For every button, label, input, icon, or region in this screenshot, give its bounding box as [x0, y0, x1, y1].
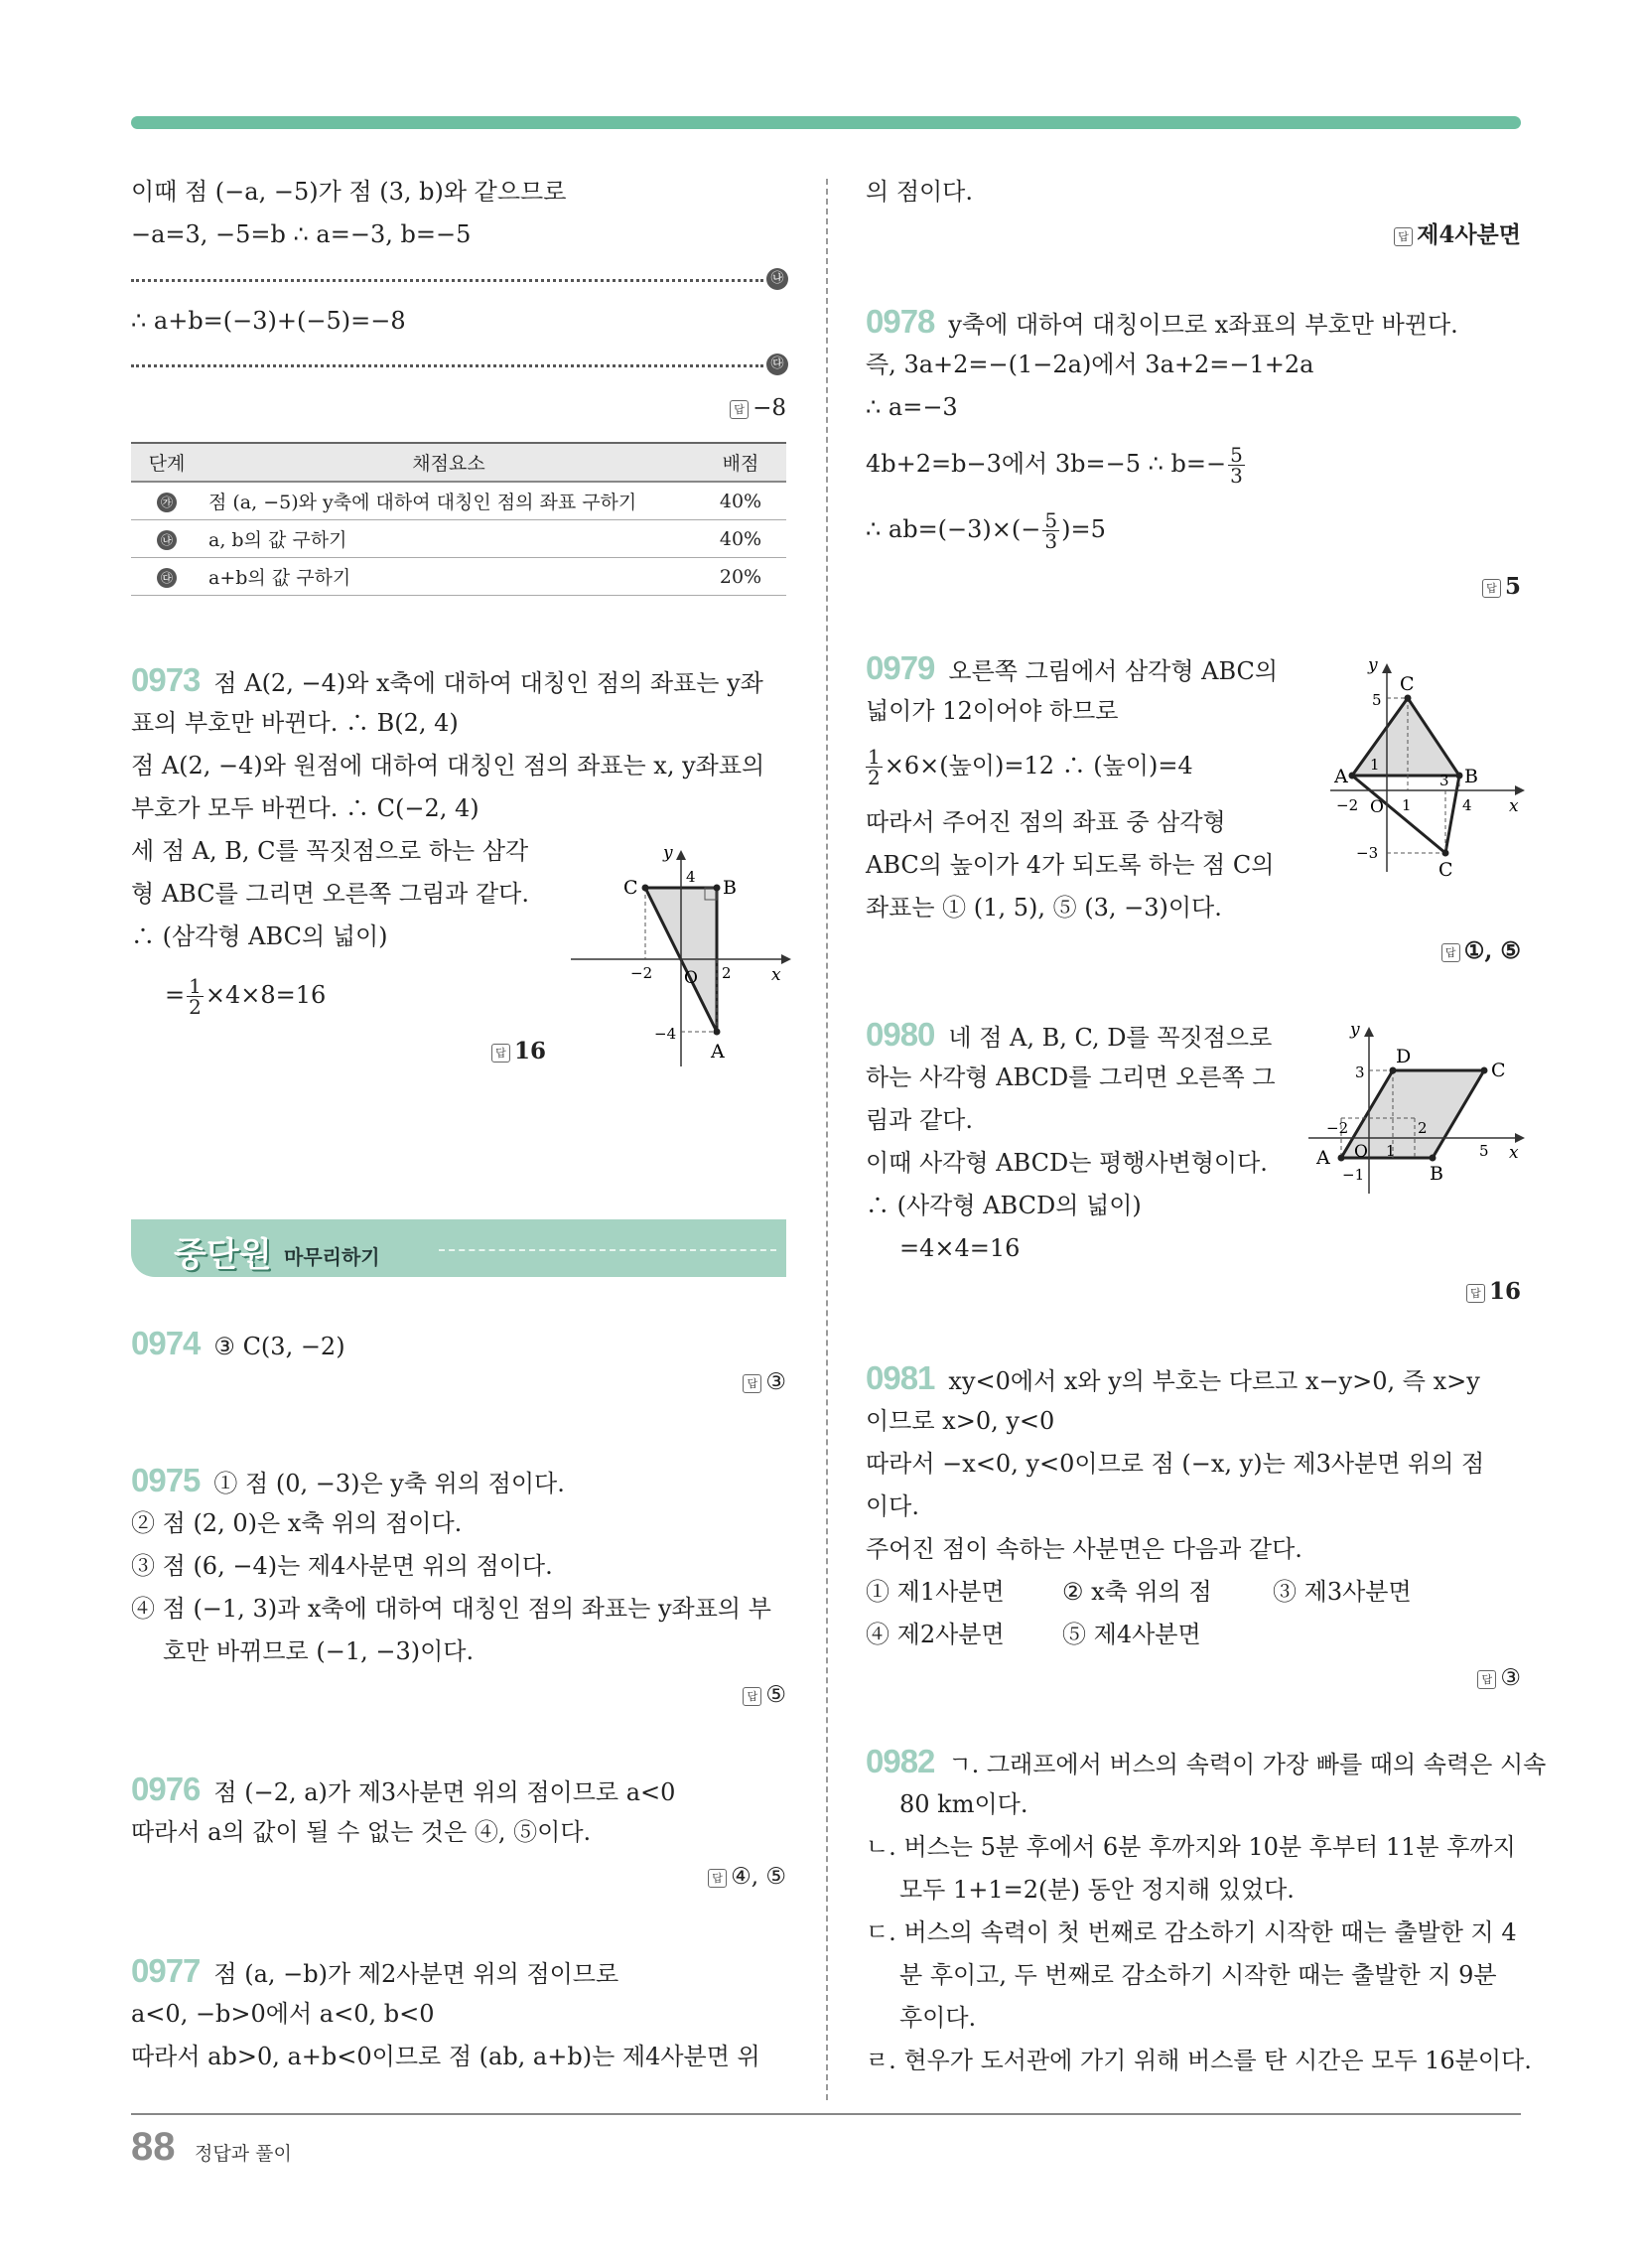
axis-label-y: y	[663, 844, 673, 863]
label-b: B	[1430, 1163, 1443, 1185]
problem-number: 0975	[131, 1462, 201, 1498]
section-dash	[439, 1249, 776, 1251]
axis-label-x: x	[771, 965, 781, 985]
label-d: D	[1396, 1046, 1412, 1067]
label-b: B	[1464, 766, 1478, 787]
problem-0977-line-3: 따라서 ab>0, a+b<0이므로 점 (ab, a+b)는 제4사분면 위	[131, 2043, 760, 2070]
answer-label: 답	[1477, 1670, 1496, 1689]
tick-2: 2	[1418, 1119, 1428, 1137]
table-header-row	[131, 443, 786, 482]
table-cell-item: a+b의 값 구하기	[203, 558, 695, 596]
problem-number: 0973	[131, 661, 201, 698]
answer-0978: 답 5	[1370, 572, 1521, 602]
point-d	[1390, 1067, 1397, 1074]
tick-3: 3	[1355, 1063, 1365, 1081]
problem-0982-line-8: ㄹ. 현우가 도서관에 가기 위해 버스를 탄 시간은 모두 16분이다.	[866, 2047, 1532, 2074]
problem-0979-line-6: 좌표는 ① (1, 5), ⑤ (3, −3)이다.	[866, 894, 1222, 921]
label-c2: C	[1438, 859, 1453, 879]
answer-label: 답	[730, 400, 749, 419]
tick-5: 5	[1479, 1142, 1489, 1160]
problem-0978-line-3: ∴ a=−3	[866, 393, 958, 421]
table-row	[131, 520, 786, 558]
label-c: C	[623, 877, 638, 899]
cont-line-3: ∴ a+b=(−3)+(−5)=−8	[131, 307, 406, 335]
label-c1: C	[1400, 673, 1415, 695]
label-a: A	[1334, 766, 1348, 787]
problem-0975-line-5: 호만 바뀌므로 (−1, −3)이다.	[163, 1637, 475, 1665]
problem-number: 0979	[866, 649, 935, 686]
table-cell-score: 20%	[695, 558, 786, 596]
problem-0977-line-1: 0977 점 (a, −b)가 제2사분면 위의 점이므로	[131, 1952, 619, 1989]
answer-0972: 답 −8	[596, 393, 786, 423]
answer-0975: 답 ⑤	[635, 1680, 786, 1710]
problem-0973-line-1: 0973 점 A(2, −4)와 x축에 대하여 대칭인 점의 좌표는 y좌	[131, 661, 763, 698]
tick-1-y: 1	[1370, 756, 1380, 774]
problem-0978-line-1: 0978 y축에 대하여 대칭이므로 x좌표의 부호만 바뀐다.	[866, 303, 1458, 340]
graph-0973	[571, 844, 799, 1067]
tick-neg1: −1	[1342, 1166, 1365, 1184]
answer-0977: 답 제4사분면	[1291, 220, 1521, 250]
graph-0979	[1300, 645, 1534, 879]
problem-0981-option-5: ⑤ 제4사분면	[1062, 1621, 1201, 1648]
step-mark-3: ㉰	[766, 354, 788, 375]
label-a: A	[1316, 1147, 1330, 1169]
step-mark-2: ㉯	[766, 268, 788, 290]
table-cell-score: 40%	[695, 482, 786, 520]
label-c: C	[1491, 1060, 1506, 1081]
problem-0980-line-6: =4×4=16	[899, 1234, 1021, 1262]
problem-0981-option-3: ③ 제3사분면	[1273, 1578, 1412, 1606]
tick-neg3: −3	[1356, 844, 1379, 862]
answer-label: 답	[743, 1687, 761, 1706]
problem-number: 0982	[866, 1743, 935, 1779]
problem-0980-line-3: 림과 같다.	[866, 1106, 973, 1134]
tick-neg2: −2	[630, 964, 653, 982]
answer-0979: 답 ①, ⑤	[1350, 936, 1521, 966]
step-badge: ㉮	[157, 493, 177, 512]
problem-number: 0978	[866, 303, 935, 340]
answer-label: 답	[491, 1044, 510, 1063]
origin-label: O	[684, 968, 698, 988]
axis-label-y: y	[1350, 1020, 1360, 1040]
problem-0980-line-4: 이때 사각형 ABCD는 평행사변형이다.	[866, 1149, 1268, 1177]
answer-0981: 답 ③	[1370, 1663, 1521, 1693]
problem-number: 0976	[131, 1771, 201, 1807]
problem-0979-line-1: 0979 오른쪽 그림에서 삼각형 ABC의	[866, 649, 1279, 686]
step-badge: ㉯	[157, 530, 177, 550]
problem-0977-line-2: a<0, −b>0에서 a<0, b<0	[131, 2000, 435, 2028]
answer-0980: 답 16	[1370, 1277, 1521, 1307]
problem-0981-line-5: 주어진 점이 속하는 사분면은 다음과 같다.	[866, 1535, 1302, 1563]
problem-number: 0981	[866, 1359, 935, 1396]
problem-0981-line-2: 이므로 x>0, y<0	[866, 1407, 1055, 1435]
answer-0973: 답 16	[437, 1037, 546, 1066]
label-b: B	[723, 877, 737, 899]
tick-3: 3	[1439, 772, 1449, 789]
problem-0982-line-7: 후이다.	[899, 2004, 977, 2032]
origin-label: O	[1370, 797, 1384, 817]
tick-4: 4	[1462, 796, 1472, 814]
problem-0976-line-1: 0976 점 (−2, a)가 제3사분면 위의 점이므로 a<0	[131, 1771, 676, 1807]
problem-0973-line-2: 표의 부호만 바뀐다. ∴ B(2, 4)	[131, 709, 459, 737]
axis-label-x: x	[1509, 796, 1519, 816]
problem-0979-line-5: ABC의 높이가 4가 되도록 하는 점 C의	[866, 851, 1275, 879]
problem-0976-line-2: 따라서 a의 값이 될 수 없는 것은 ④, ⑤이다.	[131, 1818, 592, 1846]
point-c	[1481, 1067, 1488, 1074]
problem-number: 0980	[866, 1016, 935, 1053]
origin-label: O	[1354, 1142, 1368, 1162]
label-a: A	[711, 1041, 725, 1063]
tick-1-x: 1	[1402, 796, 1412, 814]
problem-0981-line-1: 0981 xy<0에서 x와 y의 부호는 다르고 x−y>0, 즉 x>y	[866, 1359, 1480, 1396]
problem-0982-line-5: ㄷ. 버스의 속력이 첫 번째로 감소하기 시작한 때는 출발한 지 4	[866, 1918, 1517, 1946]
problem-number: 0977	[131, 1952, 201, 1989]
dotted-divider	[131, 364, 763, 367]
tick-4: 4	[686, 868, 696, 886]
cont-line-2: −a=3, −5=b ∴ a=−3, b=−5	[131, 220, 472, 248]
problem-0982-line-3: ㄴ. 버스는 5분 후에서 6분 후까지와 10분 후부터 11분 후까지	[866, 1833, 1516, 1861]
header-step: 단계	[131, 443, 203, 482]
problem-0982-line-6: 분 후이고, 두 번째로 감소하기 시작한 때는 출발한 지 9분	[899, 1961, 1497, 1989]
step-badge: ㉰	[157, 568, 177, 588]
problem-0978-line-5: ∴ ab=(−3)×(− $\frac{5}{3}$ )=5	[866, 508, 1106, 553]
scoring-table	[131, 442, 786, 596]
page-number: 88	[131, 2125, 176, 2169]
point-b	[1456, 773, 1463, 780]
problem-0973-line-5: 세 점 A, B, C를 꼭짓점으로 하는 삼각	[131, 837, 529, 865]
problem-0979-line-4: 따라서 주어진 점의 좌표 중 삼각형	[866, 808, 1226, 836]
tick-1: 1	[1386, 1142, 1396, 1160]
table-cell-score: 40%	[695, 520, 786, 558]
problem-0975-line-1: 0975 ① 점 (0, −3)은 y축 위의 점이다.	[131, 1462, 565, 1498]
problem-0975-line-3: ③ 점 (6, −4)는 제4사분면 위의 점이다.	[131, 1552, 553, 1580]
column-separator	[826, 179, 828, 2100]
problem-0979-line-2: 넓이가 12이어야 하므로	[866, 697, 1119, 725]
point-c2	[1442, 850, 1449, 857]
point-c1	[1405, 695, 1412, 702]
point-b	[1430, 1155, 1437, 1162]
tick-5: 5	[1372, 691, 1382, 709]
cont-right-line-1: 의 점이다.	[866, 178, 973, 206]
tick-neg2: −2	[1336, 796, 1359, 814]
problem-0982-line-1: 0982 ㄱ. 그래프에서 버스의 속력이 가장 빠를 때의 속력은 시속	[866, 1743, 1547, 1779]
answer-label: 답	[1441, 943, 1460, 962]
dotted-divider	[131, 279, 763, 282]
cont-line-1: 이때 점 (−a, −5)가 점 (3, b)와 같으므로	[131, 178, 567, 206]
answer-label: 답	[1394, 227, 1413, 246]
problem-0980-line-2: 하는 사각형 ABCD를 그리면 오른쪽 그	[866, 1063, 1276, 1091]
axis-label-y: y	[1368, 655, 1378, 675]
triangle-abc-upper	[1352, 698, 1459, 776]
problem-0981-option-1: ① 제1사분면	[866, 1578, 1005, 1606]
point-c	[642, 885, 649, 892]
problem-0981-option-2: ② x축 위의 점	[1062, 1578, 1212, 1606]
problem-0982-line-2: 80 km이다.	[899, 1790, 1028, 1818]
problem-0973-line-6: 형 ABC를 그리면 오른쪽 그림과 같다.	[131, 880, 529, 908]
axis-label-x: x	[1509, 1143, 1519, 1163]
graph-0980	[1300, 1013, 1534, 1197]
table-row	[131, 558, 786, 596]
point-a	[1338, 1155, 1345, 1162]
answer-0974: 답 ③	[635, 1367, 786, 1397]
answer-label: 답	[708, 1869, 727, 1888]
top-accent-bar	[131, 116, 1521, 129]
problem-0978-line-2: 즉, 3a+2=−(1−2a)에서 3a+2=−1+2a	[866, 351, 1314, 378]
answer-label: 답	[1466, 1284, 1485, 1303]
tick-2: 2	[722, 964, 732, 982]
answer-label: 답	[743, 1374, 761, 1393]
section-title: 중단원	[174, 1235, 272, 1275]
problem-0973-line-4: 부호가 모두 바뀐다. ∴ C(−2, 4)	[131, 794, 479, 822]
table-cell-item: 점 (a, −5)와 y축에 대하여 대칭인 점의 좌표 구하기	[203, 482, 695, 520]
section-subtitle: 마무리하기	[284, 1245, 380, 1269]
answer-label: 답	[1482, 579, 1501, 598]
problem-0973-line-7: ∴ (삼각형 ABC의 넓이)	[131, 922, 388, 950]
problem-0975-line-2: ② 점 (2, 0)은 x축 위의 점이다.	[131, 1509, 463, 1537]
problem-0979-line-3: $\frac{1}{2}$ ×6×(높이)=12 ∴ (높이)=4	[868, 745, 1193, 789]
problem-number: 0974	[131, 1325, 201, 1361]
problem-0981-line-4: 이다.	[866, 1492, 919, 1520]
footer-rule	[131, 2113, 1521, 2115]
footer-label: 정답과 풀이	[195, 2143, 292, 2165]
header-score: 배점	[695, 443, 786, 482]
point-a	[714, 1029, 721, 1036]
header-item: 채점요소	[203, 443, 695, 482]
problem-0975-line-4: ④ 점 (−1, 3)과 x축에 대하여 대칭인 점의 좌표는 y좌표의 부	[131, 1595, 771, 1623]
problem-0978-line-4: 4b+2=b−3에서 3b=−5 ∴ b=− $\frac{5}{3}$	[866, 443, 1243, 488]
tick-neg2: −2	[1326, 1119, 1349, 1137]
problem-0973-line-8: = $\frac{1}{2}$ ×4×8=16	[165, 974, 327, 1019]
problem-0980-line-5: ∴ (사각형 ABCD의 넓이)	[866, 1192, 1142, 1219]
problem-0973-line-3: 점 A(2, −4)와 원점에 대하여 대칭인 점의 좌표는 x, y좌표의	[131, 752, 765, 780]
point-a	[1349, 773, 1356, 780]
table-row	[131, 482, 786, 520]
problem-0982-line-4: 모두 1+1=2(분) 동안 정지해 있었다.	[899, 1876, 1295, 1904]
problem-0981-line-3: 따라서 −x<0, y<0이므로 점 (−x, y)는 제3사분면 위의 점	[866, 1450, 1485, 1478]
problem-0974-line-1: 0974 ③ C(3, −2)	[131, 1325, 345, 1361]
tick-neg4: −4	[654, 1025, 677, 1043]
problem-0980-line-1: 0980 네 점 A, B, C, D를 꼭짓점으로	[866, 1016, 1273, 1053]
edge-a-c2	[1352, 776, 1445, 853]
point-b	[714, 885, 721, 892]
table-cell-item: a, b의 값 구하기	[203, 520, 695, 558]
problem-0981-option-4: ④ 제2사분면	[866, 1621, 1005, 1648]
answer-0976: 답 ④, ⑤	[596, 1862, 786, 1892]
